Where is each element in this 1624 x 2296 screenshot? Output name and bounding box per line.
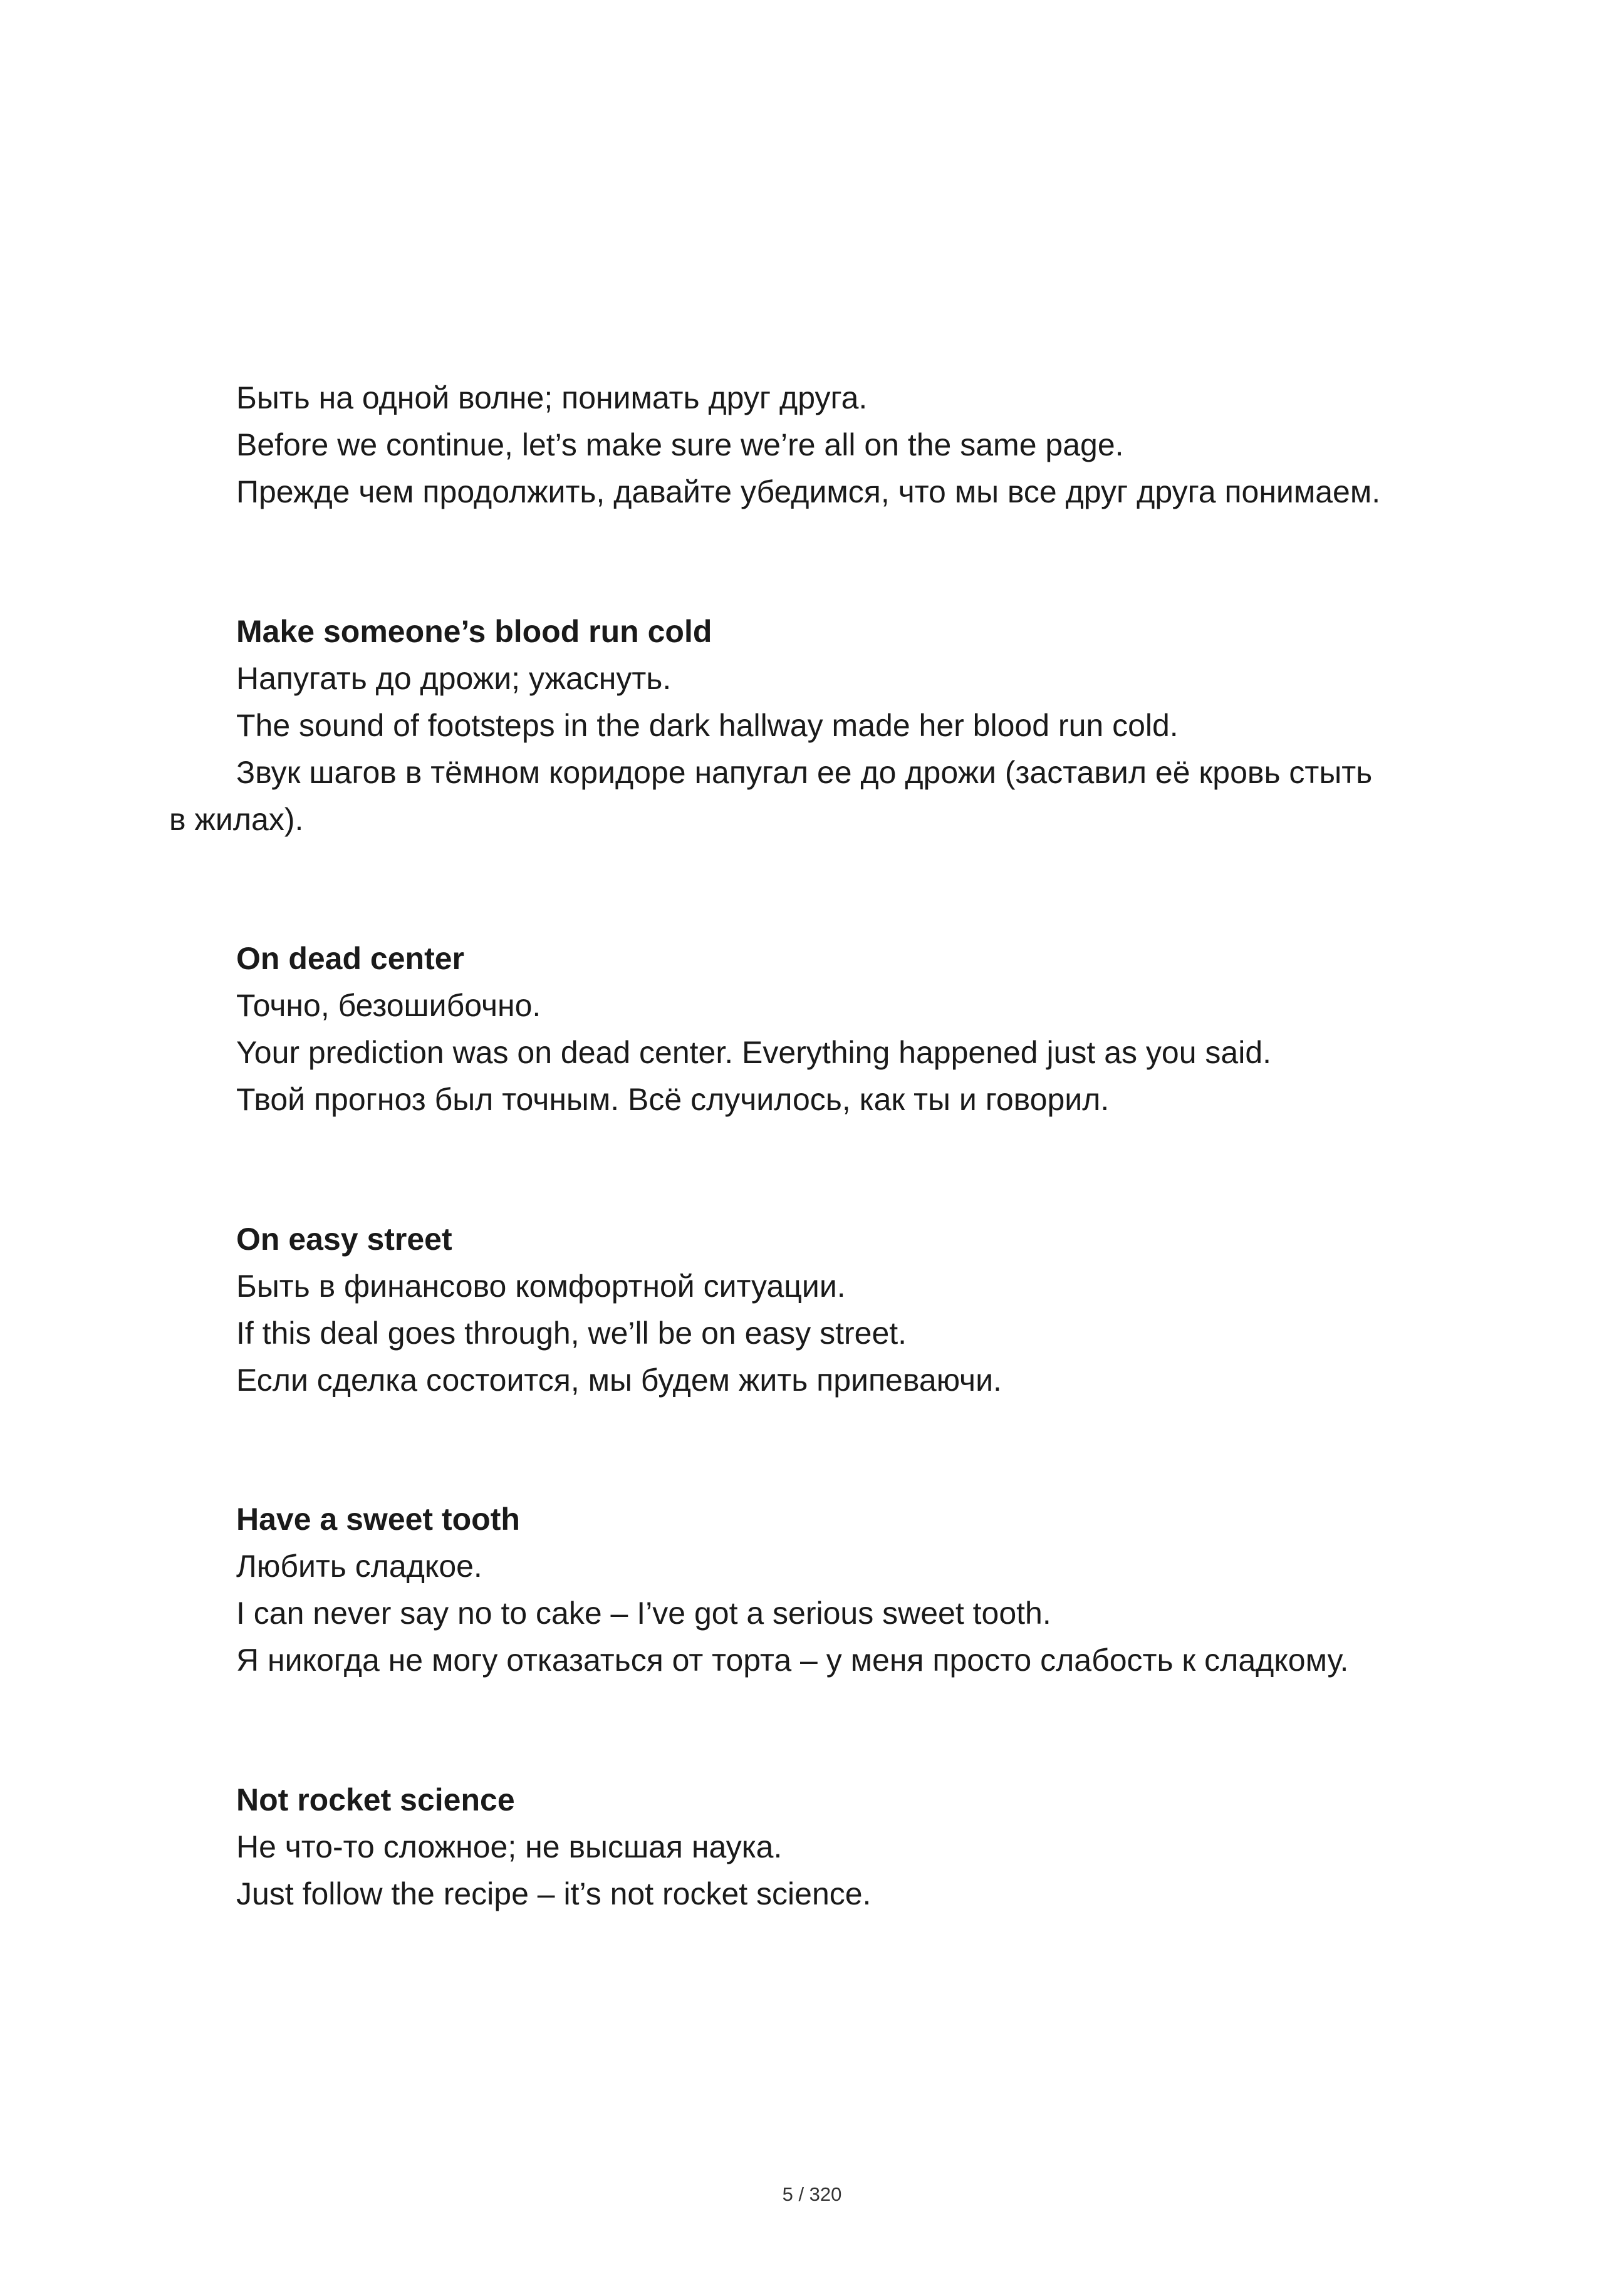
entry-translation: Звук шагов в тёмном коридоре напугал ее до дрожи (заставил её кровь стыть	[236, 755, 1373, 790]
entry-definition: Любить сладкое.	[236, 1549, 482, 1584]
entry-definition: Точно, безошибочно.	[236, 988, 541, 1023]
entry-translation: Если сделка состоится, мы будем жить припеваючи.	[236, 1363, 1002, 1398]
entry-term: Have a sweet tooth	[236, 1502, 520, 1537]
entry-term: On easy street	[236, 1222, 452, 1257]
entry-example: Before we continue, let’s make sure we’re all on the same page.	[236, 427, 1124, 462]
entry-example: Just follow the recipe – it’s not rocket science.	[236, 1876, 872, 1911]
entry-example: I can never say no to cake – I’ve got a serious sweet tooth.	[236, 1596, 1051, 1631]
entry-example: Your prediction was on dead center. Everything happened just as you said.	[236, 1035, 1272, 1070]
page-number: 5 / 320	[782, 2183, 842, 2205]
entry-term: Not rocket science	[236, 1782, 515, 1817]
entry-translation-continued: в жилах).	[169, 802, 304, 837]
entry-term: Make someone’s blood run cold	[236, 614, 712, 649]
entry-translation: Прежде чем продолжить, давайте убедимся, что мы все друг друга понимаем.	[236, 474, 1381, 509]
entry-example: The sound of footsteps in the dark hallway made her blood run cold.	[236, 708, 1179, 743]
entry-definition: Быть в финансово комфортной ситуации.	[236, 1269, 846, 1304]
entry-term: On dead center	[236, 941, 464, 976]
entry-definition: Напугать до дрожи; ужаснуть.	[236, 661, 672, 696]
entry-definition: Быть на одной волне; понимать друг друга.	[236, 380, 868, 415]
entry-example: If this deal goes through, we’ll be on easy street.	[236, 1316, 907, 1351]
entry-translation: Я никогда не могу отказаться от торта – у меня просто слабость к сладкому.	[236, 1643, 1349, 1678]
entry-definition: Не что-то сложное; не высшая наука.	[236, 1829, 783, 1864]
entry-translation: Твой прогноз был точным. Всё случилось, как ты и говорил.	[236, 1082, 1110, 1117]
